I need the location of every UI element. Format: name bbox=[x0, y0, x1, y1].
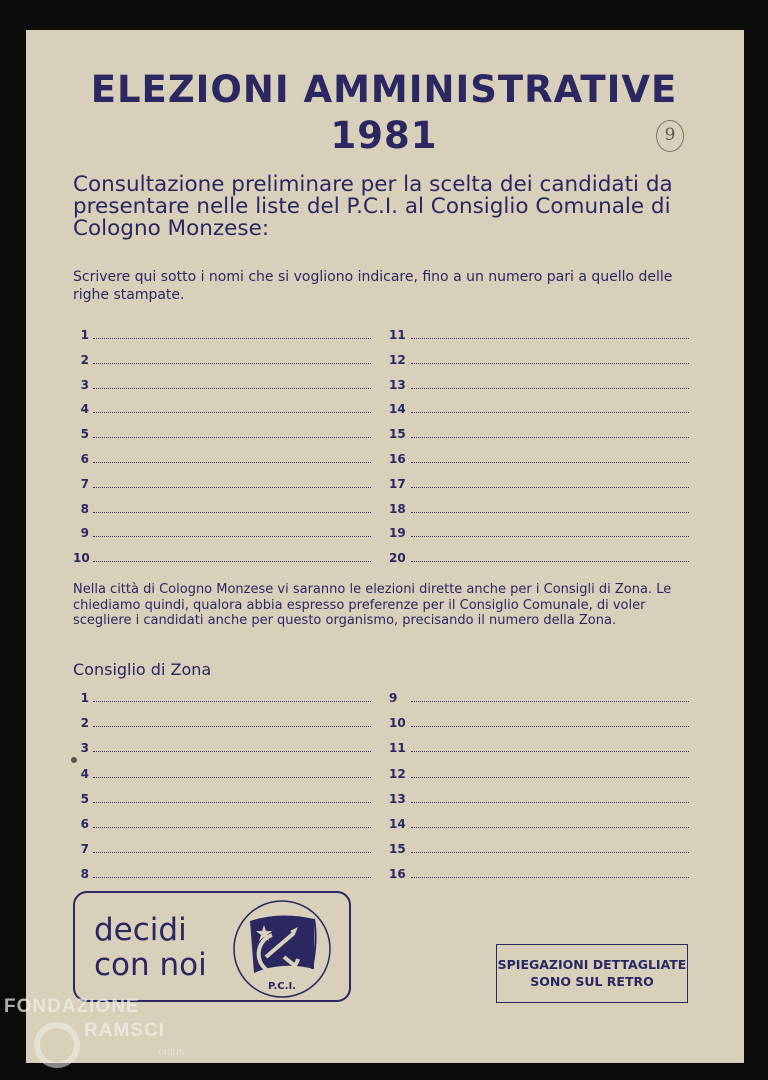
name-entry-row bbox=[389, 714, 689, 730]
entry-dotted-line[interactable] bbox=[93, 852, 371, 853]
entry-number: 1 bbox=[80, 691, 89, 705]
entry-number: 1 bbox=[80, 328, 89, 342]
name-entry-row bbox=[389, 351, 689, 367]
entry-dotted-line[interactable] bbox=[411, 363, 689, 364]
name-entry-row bbox=[389, 376, 689, 392]
entry-dotted-line[interactable] bbox=[93, 388, 371, 389]
name-entry-row bbox=[73, 865, 371, 881]
entry-number: 15 bbox=[389, 427, 406, 442]
entry-dotted-line[interactable] bbox=[93, 751, 371, 752]
entry-number: 11 bbox=[389, 741, 406, 756]
name-entry-row bbox=[73, 475, 371, 491]
entry-number: 3 bbox=[80, 741, 89, 756]
entry-dotted-line[interactable] bbox=[411, 338, 689, 339]
explanations-line-1: SPIEGAZIONI DETTAGLIATE bbox=[497, 957, 687, 972]
entry-dotted-line[interactable] bbox=[93, 701, 371, 702]
entry-number: 14 bbox=[389, 402, 406, 417]
entry-dotted-line[interactable] bbox=[411, 437, 689, 438]
entry-number: 6 bbox=[80, 817, 89, 831]
entry-dotted-line[interactable] bbox=[411, 726, 689, 727]
entry-number: 9 bbox=[80, 526, 89, 541]
entry-dotted-line[interactable] bbox=[93, 877, 371, 878]
entry-dotted-line[interactable] bbox=[411, 701, 689, 702]
slogan-box bbox=[73, 891, 351, 1002]
entry-number: 8 bbox=[80, 501, 89, 516]
entry-number: 10 bbox=[389, 716, 406, 731]
entry-dotted-line[interactable] bbox=[411, 777, 689, 778]
name-entry-row bbox=[73, 790, 371, 806]
watermark-g-icon bbox=[34, 1022, 80, 1068]
slogan-text bbox=[94, 913, 207, 983]
entry-dotted-line[interactable] bbox=[93, 412, 371, 413]
name-entry-row bbox=[73, 500, 371, 516]
intro-text: Consultazione preliminare per la scelta dei candidati da presentare nelle liste del P.C.I. al Consiglio Comunale di Cologno Monzese: bbox=[73, 172, 673, 241]
entry-dotted-line[interactable] bbox=[93, 536, 371, 537]
entry-dotted-line[interactable] bbox=[411, 852, 689, 853]
pci-emblem-icon bbox=[232, 899, 332, 999]
entry-number: 18 bbox=[389, 501, 406, 516]
entry-dotted-line[interactable] bbox=[411, 512, 689, 513]
entry-number: 8 bbox=[80, 867, 89, 882]
entry-dotted-line[interactable] bbox=[411, 462, 689, 463]
entry-number: 10 bbox=[73, 551, 90, 566]
entry-number: 3 bbox=[80, 377, 89, 392]
entry-dotted-line[interactable] bbox=[93, 338, 371, 339]
entry-number: 9 bbox=[389, 691, 398, 705]
name-entry-row bbox=[389, 865, 689, 881]
entry-number: 6 bbox=[80, 452, 89, 466]
name-entry-row bbox=[73, 714, 371, 730]
entry-number: 14 bbox=[389, 817, 406, 831]
explanations-line-2: SONO SUL RETRO bbox=[530, 974, 654, 989]
name-entry-row bbox=[73, 689, 371, 705]
page-title: ELEZIONI AMMINISTRATIVE bbox=[90, 68, 678, 111]
entry-number: 5 bbox=[80, 791, 89, 806]
entry-number: 7 bbox=[80, 842, 89, 857]
name-entry-row bbox=[73, 815, 371, 831]
name-entry-row bbox=[73, 400, 371, 416]
entry-number: 19 bbox=[389, 526, 406, 541]
entry-number: 4 bbox=[80, 402, 89, 417]
name-entry-row bbox=[389, 689, 689, 705]
entry-number: 2 bbox=[80, 352, 89, 367]
consiglio-zona-heading: Consiglio di Zona bbox=[73, 660, 212, 679]
name-entry-row bbox=[389, 765, 689, 781]
name-entry-row bbox=[73, 765, 371, 781]
name-entry-row bbox=[389, 524, 689, 540]
name-entry-row bbox=[389, 790, 689, 806]
entry-number: 2 bbox=[80, 716, 89, 731]
entry-number: 20 bbox=[389, 551, 406, 566]
entry-dotted-line[interactable] bbox=[93, 487, 371, 488]
watermark-line-3: onlus bbox=[158, 1046, 185, 1058]
name-entry-row bbox=[389, 425, 689, 441]
name-entry-row bbox=[73, 549, 371, 565]
entry-dotted-line[interactable] bbox=[411, 561, 689, 562]
zona-paragraph: Nella città di Cologno Monzese vi saranno le elezioni dirette anche per i Consigli di Zona. Le chiediamo quindi, qualora abbia espresso preferenze per il Consiglio Comunale, di voler scegliere i candidati anche per questo organismo, precisando il numero della Zona. bbox=[73, 582, 672, 628]
entry-dotted-line[interactable] bbox=[411, 802, 689, 803]
name-entry-row bbox=[73, 351, 371, 367]
name-entry-row bbox=[389, 815, 689, 831]
entry-number: 17 bbox=[389, 476, 406, 491]
name-entry-row bbox=[389, 475, 689, 491]
entry-number: 7 bbox=[80, 476, 89, 491]
entry-number: 16 bbox=[389, 452, 406, 466]
entry-number: 5 bbox=[80, 427, 89, 442]
entry-number: 13 bbox=[389, 377, 406, 392]
paper-spot bbox=[71, 757, 77, 763]
name-entry-row bbox=[389, 840, 689, 856]
entry-dotted-line[interactable] bbox=[93, 561, 371, 562]
entry-dotted-line[interactable] bbox=[93, 512, 371, 513]
entry-dotted-line[interactable] bbox=[411, 412, 689, 413]
entry-dotted-line[interactable] bbox=[93, 802, 371, 803]
name-entry-row bbox=[73, 425, 371, 441]
emblem-label: P.C.I. bbox=[268, 981, 296, 992]
name-entry-row bbox=[389, 450, 689, 466]
entry-dotted-line[interactable] bbox=[93, 363, 371, 364]
name-entry-row bbox=[73, 326, 371, 342]
entry-number: 12 bbox=[389, 766, 406, 781]
entry-number: 15 bbox=[389, 842, 406, 857]
entry-number: 4 bbox=[80, 766, 89, 781]
name-entry-row bbox=[73, 450, 371, 466]
watermark-line-1: FONDAZIONE bbox=[4, 996, 140, 1017]
entry-dotted-line[interactable] bbox=[411, 487, 689, 488]
entry-dotted-line[interactable] bbox=[93, 726, 371, 727]
entry-dotted-line[interactable] bbox=[411, 877, 689, 878]
entry-number: 13 bbox=[389, 791, 406, 806]
election-year: 1981 bbox=[330, 114, 438, 157]
name-entry-row bbox=[73, 840, 371, 856]
entry-number: 11 bbox=[389, 328, 406, 342]
slogan-line-2: con noi bbox=[94, 947, 207, 983]
entry-number: 12 bbox=[389, 352, 406, 367]
entry-dotted-line[interactable] bbox=[93, 827, 371, 828]
name-entry-row bbox=[73, 739, 371, 755]
watermark-line-2: RAMSCI bbox=[84, 1020, 165, 1041]
entry-dotted-line[interactable] bbox=[411, 827, 689, 828]
name-entry-row bbox=[389, 739, 689, 755]
slogan-line-1: decidi bbox=[94, 912, 187, 948]
name-entry-row bbox=[389, 549, 689, 565]
name-entry-row bbox=[389, 500, 689, 516]
entry-dotted-line[interactable] bbox=[411, 751, 689, 752]
entry-dotted-line[interactable] bbox=[411, 536, 689, 537]
instructions-text: Scrivere qui sotto i nomi che si vogliono indicare, fino a un numero pari a quello delle righe stampate. bbox=[73, 269, 673, 303]
entry-dotted-line[interactable] bbox=[93, 437, 371, 438]
entry-dotted-line[interactable] bbox=[411, 388, 689, 389]
entry-number: 16 bbox=[389, 867, 406, 882]
explanations-note-box bbox=[496, 944, 688, 1003]
name-entry-row bbox=[73, 524, 371, 540]
entry-dotted-line[interactable] bbox=[93, 462, 371, 463]
name-entry-row bbox=[73, 376, 371, 392]
handwritten-annotation: 9 bbox=[656, 120, 684, 152]
name-entry-row bbox=[389, 400, 689, 416]
entry-dotted-line[interactable] bbox=[93, 777, 371, 778]
name-entry-row bbox=[389, 326, 689, 342]
